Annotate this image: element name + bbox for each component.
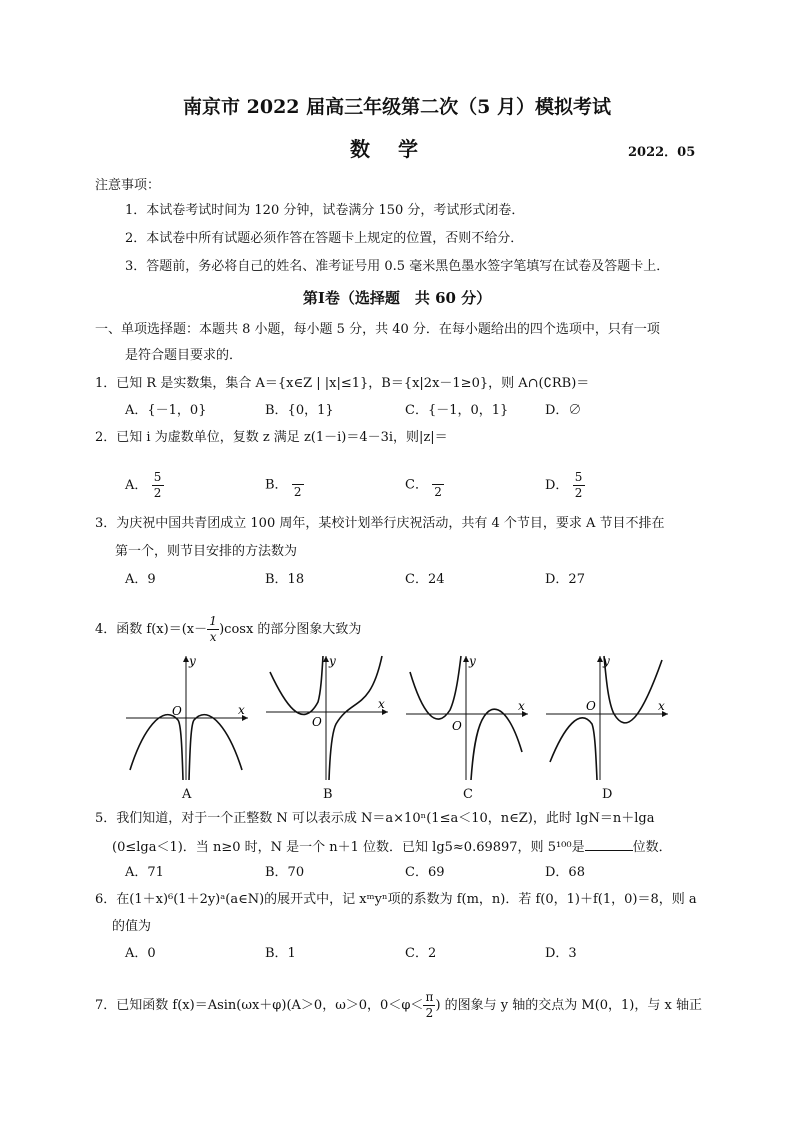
q5-stem-line1: 5．我们知道，对于一个正整数 N 可以表示成 N＝a×10ⁿ(1≤a＜10，n∈Z)，此时 lgN＝n＋lga — [95, 811, 655, 826]
q4-graph-b-label: B — [323, 787, 333, 802]
q4-frac-num: 1 — [207, 614, 219, 630]
q4-stem — [95, 614, 361, 645]
curve-left — [410, 656, 461, 719]
q5-option-a: A．71 — [125, 865, 164, 880]
origin-label: O — [172, 704, 182, 718]
curve-right — [329, 656, 382, 780]
q6-option-c: C．2 — [405, 946, 437, 961]
q1-option-a: A．{－1，0} — [125, 403, 207, 418]
q6-stem-line2: 的值为 — [112, 919, 152, 934]
y-label: y — [329, 654, 336, 668]
q4-graph-d-label: D — [602, 787, 613, 802]
q3-option-d: D．27 — [545, 572, 585, 587]
q4-stem-b: )cosx 的部分图象大致为 — [219, 622, 362, 637]
q2-option-a-num: 5 — [152, 470, 164, 486]
q7-frac-den: 2 — [425, 1006, 434, 1020]
q2-option-b-num — [292, 470, 304, 485]
q5-stem-line2a: (0≤lga＜1)．当 n≥0 时，N 是一个 n＋1 位数．已知 lg5≈0.69897，则 5¹⁰⁰是 — [112, 840, 585, 855]
q2-option-c — [405, 470, 444, 500]
q6-option-b: B．1 — [265, 946, 296, 961]
q2-option-c-label: C． — [405, 477, 428, 493]
q4-graph-c-label: C — [463, 787, 473, 802]
q7-fraction — [423, 990, 435, 1021]
q6-stem-line1: 6．在(1＋x)⁶(1＋2y)ᵃ(a∈N)的展开式中，记 xᵐyⁿ项的系数为 f(m，n)．若 f(0，1)＋f(1，0)＝8，则 a — [95, 892, 697, 907]
q4-graph-a — [122, 652, 252, 782]
q3-option-a: A．9 — [125, 572, 156, 587]
q2-option-b-den: 2 — [293, 485, 302, 499]
q2-stem: 2．已知 i 为虚数单位，复数 z 满足 z(1－i)＝4－3i，则|z|＝ — [95, 430, 448, 445]
x-label: x — [238, 703, 245, 717]
q2-option-a — [125, 470, 164, 501]
q5-answer-blank — [585, 838, 633, 851]
q2-option-b-fraction — [292, 470, 304, 500]
q2-option-b-label: B． — [265, 477, 288, 493]
q2-option-c-num — [432, 470, 444, 485]
q1-option-b: B．{0，1} — [265, 403, 334, 418]
q4-graph-d — [542, 652, 672, 782]
q2-option-d-den: 2 — [574, 486, 583, 500]
q3-option-c: C．24 — [405, 572, 445, 587]
q2-option-a-fraction — [152, 470, 164, 501]
q5-option-c: C．69 — [405, 865, 445, 880]
exam-date: 2022．05 — [628, 145, 696, 160]
q4-graph-b — [262, 652, 392, 782]
curve-left — [550, 718, 597, 780]
q2-option-c-den: 2 — [434, 485, 442, 499]
q6-option-d: D．3 — [545, 946, 577, 961]
q4-graph-c — [402, 652, 532, 782]
note-item-2: 2．本试卷中所有试题必须作答在答题卡上规定的位置，否则不给分． — [125, 231, 524, 246]
q7-stem-a: 7．已知函数 f(x)＝Asin(ωx＋φ)(A＞0，ω＞0，0＜φ＜ — [95, 998, 424, 1013]
part1-intro-line1: 一、单项选择题：本题共 8 小题，每小题 5 分，共 40 分．在每小题给出的四个选项中，只有一项 — [95, 322, 660, 337]
q1-stem: 1．已知 R 是实数集，集合 A＝{x∈Z | |x|≤1}，B＝{x|2x－1≥0}，则 A∩(∁RB)＝ — [95, 376, 590, 391]
q1-option-d: D．∅ — [545, 403, 582, 418]
subject-title: 数学 — [350, 137, 446, 161]
q7-frac-num: π — [423, 990, 435, 1006]
q3-stem-line2: 第一个，则节目安排的方法数为 — [115, 544, 298, 559]
q5-stem-line2b: 位数． — [632, 840, 672, 855]
q6-option-a: A．0 — [125, 946, 156, 961]
q1-option-c: C．{－1，0，1} — [405, 403, 509, 418]
q2-option-d-num: 5 — [573, 470, 585, 486]
q2-option-a-den: 2 — [153, 486, 162, 500]
note-item-3: 3．答题前，务必将自己的姓名、准考证号用 0.5 毫米黑色墨水签字笔填写在试卷及答题卡上． — [125, 259, 670, 274]
q7-stem-b: ) 的图象与 y 轴的交点为 M(0，1)，与 x 轴正 — [435, 998, 702, 1013]
q4-graph-a-label: A — [182, 787, 192, 802]
q4-stem-a: 4．函数 f(x)＝(x－ — [95, 622, 208, 637]
curve-left — [270, 656, 323, 714]
y-label: y — [469, 654, 476, 668]
q5-stem-line2 — [112, 838, 672, 856]
y-label: y — [189, 654, 196, 668]
x-label: x — [378, 697, 385, 711]
q2-option-d-label: D． — [545, 478, 569, 493]
curve-right — [471, 709, 522, 780]
origin-label: O — [452, 719, 462, 733]
q2-option-a-label: A． — [125, 478, 148, 493]
q4-frac-den: x — [209, 630, 217, 644]
curve-right — [189, 715, 242, 780]
curve-left — [130, 715, 183, 780]
q5-option-b: B．70 — [265, 865, 305, 880]
q3-stem-line1: 3．为庆祝中国共青团成立 100 周年，某校计划举行庆祝活动，共有 4 个节目，要求 A 节目不排在 — [95, 516, 665, 531]
notes-heading: 注意事项： — [95, 178, 161, 193]
q2-option-b — [265, 470, 304, 500]
origin-label: O — [312, 715, 322, 729]
q5-option-d: D．68 — [545, 865, 585, 880]
q3-option-b: B．18 — [265, 572, 305, 587]
section-title: 第Ⅰ卷（选择题 共 60 分） — [302, 289, 492, 307]
curve-right — [604, 656, 662, 723]
q2-option-d — [545, 470, 585, 501]
note-item-1: 1．本试卷考试时间为 120 分钟，试卷满分 150 分，考试形式闭卷． — [125, 203, 525, 218]
origin-label: O — [586, 699, 596, 713]
x-label: x — [518, 699, 525, 713]
exam-title: 南京市 2022 届高三年级第二次（5 月）模拟考试 — [183, 96, 611, 118]
x-label: x — [658, 699, 665, 713]
q4-fraction — [207, 614, 219, 645]
q2-option-d-fraction — [573, 470, 585, 501]
q2-option-c-fraction — [432, 470, 444, 500]
y-label: y — [603, 654, 610, 668]
part1-intro-line2: 是符合题目要求的． — [125, 348, 243, 363]
q7-stem — [95, 990, 702, 1021]
